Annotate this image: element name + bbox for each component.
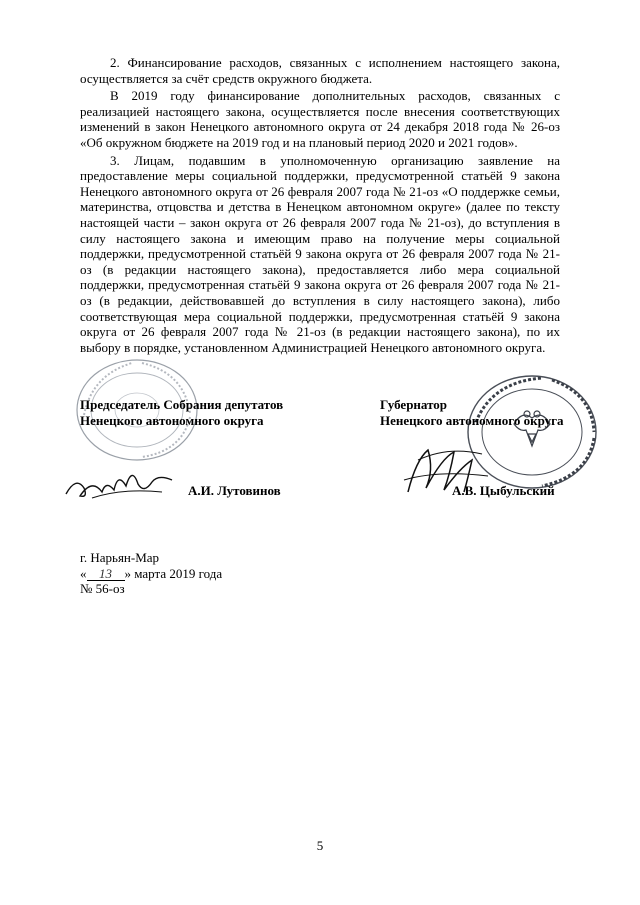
right-title-line2: Ненецкого автономного округа <box>380 413 564 428</box>
left-signatory-name: А.И. Лутовинов <box>188 483 281 498</box>
left-title-line2: Ненецкого автономного округа <box>80 413 264 428</box>
city-line: г. Нарьян-Мар <box>80 550 160 565</box>
paragraph-transitional-provision: 3. Лицам, подавшим в уполномоченную организацию заявление на предоставление меры социальной поддержки, предусмотренной статьёй 9 закона Ненецкого автономного округа от 26 февраля 2007 года № 21-оз «О поддержке семьи, материнства, отцовства и детства в Ненецком автономном округе» (далее по тексту настоящей части – закон округа от 26 февраля 2007 года № 21-оз), до вступления в силу настоящего закона и имеющим право на получение меры социальной поддержки, предусмотренной статьёй 9 закона округа от 26 февраля 2007 года № 21-оз (в редакции настоящего закона), предоставляется либо мера социальной поддержки, предусмотренная статьёй 9 закона округа от 26 февраля 2007 года № 21-оз (в редакции, действовавшей до вступления в силу настоящего закона), либо соответствующая мера социальной поддержки, предусмотренная статьёй 9 закона округа от 26 февраля 2007 года № 21-оз (в редакции настоящего закона), по их выбору в порядке, установленном Администрацией Ненецкого автономного округа. <box>80 152 560 355</box>
paragraph-2019-financing: В 2019 году финансирование дополнительных расходов, связанных с реализацией настоящего закона, осуществляется после внесения соответствующих изменений в закон Ненецкого автономного округа от 24 декабря 2018 года № 26-оз «Об окружном бюджете на 2019 год и на плановый период 2020 и 2021 годов». <box>80 88 560 150</box>
left-handwritten-signature <box>62 458 182 508</box>
right-signatory-title <box>380 397 580 429</box>
law-number: № 56-оз <box>80 581 125 597</box>
right-signatory-name: А.В. Цыбульский <box>452 483 555 498</box>
paragraph-financing: 2. Финансирование расходов, связанных с исполнением настоящего закона, осуществляется за счёт средств окружного бюджета. <box>80 55 560 86</box>
left-title-line1: Председатель Собрания депутатов <box>80 397 284 412</box>
law-text-body <box>80 55 560 357</box>
page-number: 5 <box>316 838 324 853</box>
left-signatory-title <box>80 397 310 429</box>
date-open-quote: « <box>80 565 87 581</box>
document-footer <box>80 550 222 597</box>
date-day: 13 <box>87 568 125 581</box>
date-line <box>80 566 222 582</box>
right-title-line1: Губернатор <box>380 397 448 412</box>
date-rest: » марта 2019 года <box>124 565 223 581</box>
governor-seal-stamp <box>452 372 612 492</box>
